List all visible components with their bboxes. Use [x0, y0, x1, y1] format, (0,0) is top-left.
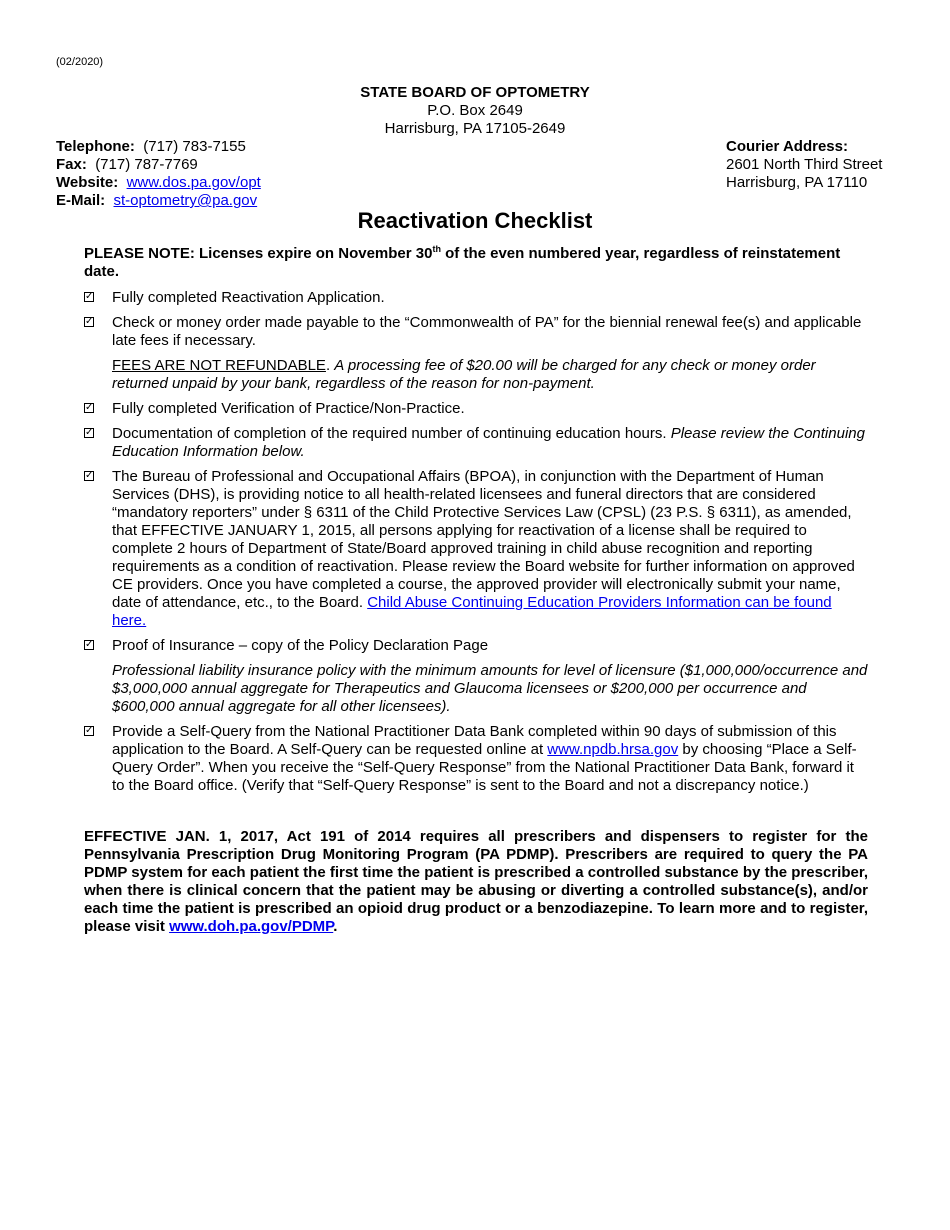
website-line	[56, 174, 261, 192]
npdb-link[interactable]: www.npdb.hrsa.gov	[547, 741, 679, 758]
telephone-value: (717) 783-7155	[143, 138, 246, 155]
checklist-item	[84, 637, 868, 655]
checklist-item	[84, 400, 868, 418]
item-text: Fully completed Verification of Practice/Non-Practice.	[112, 400, 465, 417]
item-text: Documentation of completion of the required number of continuing education hours.	[112, 425, 671, 442]
item-text: Check or money order made payable to the “Commonwealth of PA” for the biennial renewal fee(s) and applicable late fees if necessary.	[112, 314, 862, 349]
courier-label: Courier Address:	[726, 138, 848, 155]
courier-city: Harrisburg, PA 17110	[726, 174, 868, 191]
checklist-item	[84, 289, 868, 307]
board-city: Harrisburg, PA 17105-2649	[384, 120, 566, 137]
telephone-line	[56, 138, 261, 156]
item-text: Provide a Self-Query from the National Practitioner Data Bank completed within 90 days of submission of this application to the Board. A Self-Query can be requested online at	[112, 723, 837, 758]
checklist-item	[84, 468, 868, 630]
note-sup: th	[432, 244, 441, 254]
item-text: Proof of Insurance – copy of the Policy Declaration Page	[112, 637, 489, 654]
fax-value: (717) 787-7769	[95, 156, 198, 173]
insurance-text: Professional liability insurance policy with the minimum amounts for level of licensure ($1,000,000/occurrence and $3,000,000 annual aggregate for Therapeutics and Glaucoma licensees or $200,000 per occurrence and $600,000 annual aggregate for all other licensees).	[112, 662, 868, 715]
form-date: (02/2020)	[56, 56, 104, 68]
item-text: Fully completed Reactivation Application.	[112, 289, 385, 306]
fees-note	[84, 357, 868, 393]
pdmp-end: .	[333, 918, 338, 935]
checkbox-icon: ✓	[85, 470, 94, 481]
checklist-item	[84, 314, 868, 350]
email-label: E-Mail:	[56, 192, 106, 209]
item-text: The Bureau of Professional and Occupational Affairs (BPOA), in conjunction with the Department of Human Services (DHS), is providing notice to all health-related licensees and funeral directors that are considered “mandatory reporters” under § 6311 of the Child Protective Services Law (CPSL) (23 P.S. § 6311), as amended, that EFFECTIVE JANUARY 1, 2015, all persons applying for reactivation of a license shall be required to complete 2 hours of Department of State/Board approved training in child abuse recognition and reporting requirements as a condition of reactivation. Please review the Board website for further information on approved CE providers. Once you have completed a course, the approved provider will electronically submit your name, date of attendance, etc., to the Board.	[112, 468, 855, 611]
pdmp-link[interactable]: www.doh.pa.gov/PDMP	[169, 918, 334, 935]
checkbox-icon: ✓	[85, 316, 94, 327]
item-italic: Please review the Continuing Education Information below.	[112, 425, 865, 460]
website-label: Website:	[56, 174, 119, 191]
header	[0, 84, 950, 138]
po-box: P.O. Box 2649	[427, 102, 523, 119]
checkbox-icon: ✓	[85, 291, 94, 302]
contact-info	[56, 138, 261, 210]
checklist-item	[84, 723, 868, 795]
checkbox-icon: ✓	[85, 427, 94, 438]
fax-line	[56, 156, 261, 174]
page-title: Reactivation Checklist	[357, 208, 593, 233]
checkbox-icon: ✓	[85, 402, 94, 413]
pdmp-text: EFFECTIVE JAN. 1, 2017, Act 191 of 2014 requires all prescribers and dispensers to register for the Pennsylvania Prescription Drug Monitoring Program (PA PDMP). Prescribers are required to query the PA PDMP system for each patient the first time the patient is prescribed a controlled substance by the prescriber, when there is clinical concern that the patient may be abusing or diverting a controlled substance(s), and/or each time the patient is prescribed an opioid drug product or a benzodiazepine. To learn more and to register, please visit	[84, 828, 868, 935]
courier-street: 2601 North Third Street	[726, 156, 883, 173]
email-link[interactable]: st-optometry@pa.gov	[113, 192, 258, 209]
courier-address	[726, 138, 882, 192]
note-text: PLEASE NOTE: Licenses expire on November 30	[84, 245, 433, 262]
item-text-end: by choosing “Place a Self-Query Order”. When you receive the “Self-Query Response” from the National Practitioner Data Bank, forward it to the Board office. (Verify that “Self-Query Response” is sent to the Board and not a discrepancy notice.)	[112, 741, 857, 794]
fees-text: A processing fee of $20.00 will be charged for any check or money order returned unpaid by your bank, regardless of the reason for non-payment.	[112, 357, 816, 392]
license-note	[84, 240, 868, 281]
insurance-note	[84, 662, 868, 716]
fees-label: FEES ARE NOT REFUNDABLE	[112, 357, 326, 374]
pdmp-notice	[84, 828, 868, 936]
child-abuse-ce-link[interactable]: Child Abuse Continuing Education Providers Information can be found here.	[112, 594, 832, 629]
board-name: STATE BOARD OF OPTOMETRY	[360, 84, 590, 101]
checkbox-icon: ✓	[85, 639, 94, 650]
note-text-end: of the even numbered year, regardless of reinstatement date.	[84, 245, 841, 280]
telephone-label: Telephone:	[56, 138, 135, 155]
checklist	[84, 240, 868, 936]
checkbox-icon: ✓	[85, 725, 94, 736]
fax-label: Fax:	[56, 156, 87, 173]
website-link[interactable]: www.dos.pa.gov/opt	[126, 174, 261, 191]
checklist-item	[84, 425, 868, 461]
fees-period: .	[325, 357, 335, 374]
